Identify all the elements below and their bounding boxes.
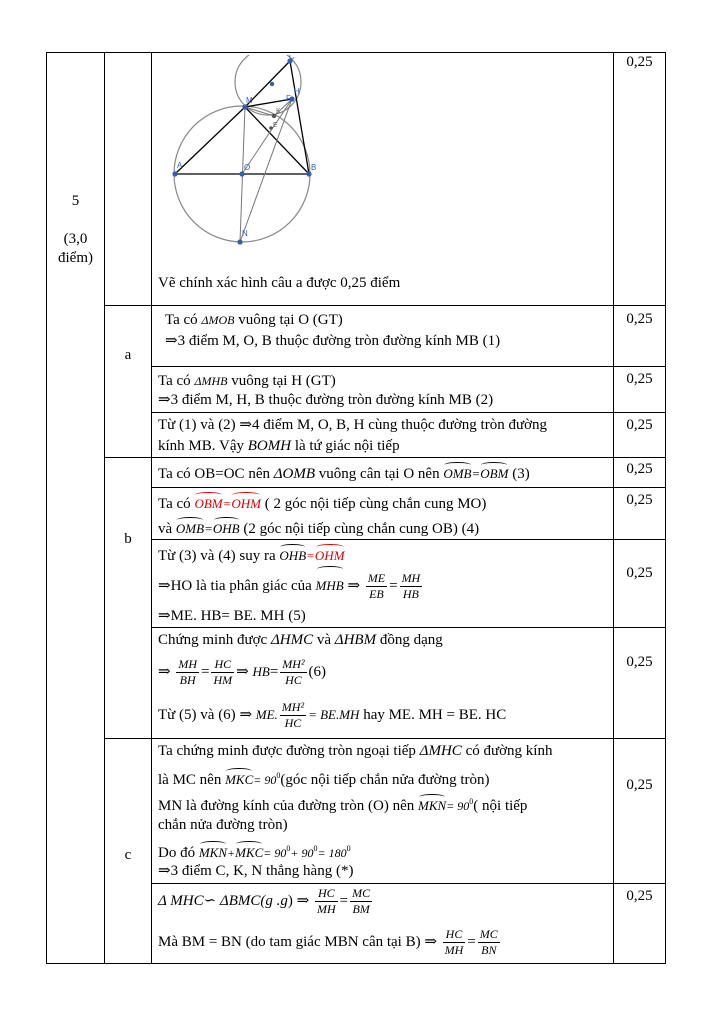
part-b-step3-line1: Từ (3) và (4) suy ra OHB=OHM (158, 544, 345, 565)
table-border-right (665, 52, 666, 964)
part-a-step3-line1: Từ (1) và (2) ⇒4 điểm M, O, B, H cùng thuộc đường tròn đường (158, 417, 548, 433)
part-c-step1-line3: MN là đường kính của đường tròn (O) nên $MKN= 90^0$( nội tiếp (158, 793, 527, 815)
label-o: O (244, 163, 251, 172)
point-o (239, 171, 244, 176)
point-n (237, 239, 242, 244)
table-border-bottom (46, 963, 666, 964)
part-b-step1-score: 0,25 (626, 461, 653, 477)
table-border-col2 (151, 52, 152, 964)
label-m: M (246, 96, 253, 105)
label-e: E (273, 122, 278, 129)
label-c: C (289, 55, 295, 61)
part-a-step2-line2: ⇒3 điểm M, H, B thuộc đường tròn đường kính MB (2) (158, 392, 494, 408)
label-b: B (311, 163, 317, 172)
figure-score: 0,25 (626, 54, 653, 70)
row-line-a3 (104, 457, 666, 458)
part-b-step2-line2: và OMB=OHB (2 góc nội tiếp cùng chắn cung OB) (4) (158, 517, 479, 538)
label-k: K (276, 108, 281, 115)
row-line-a1 (151, 366, 666, 367)
part-a-step1-score: 0,25 (626, 311, 653, 327)
label-f: F (286, 94, 291, 103)
table-border-top (46, 52, 666, 53)
part-a-label: a (124, 347, 132, 363)
part-c-step1-line5: Do đó $MKN+MKC= 90^0+ 90^0= 180^0$ (158, 840, 351, 862)
part-a-step2-line1: Ta có ΔMHB vuông tại H (GT) (158, 373, 336, 389)
part-c-step2-score: 0,25 (626, 888, 653, 904)
question-points: (3,0 (63, 231, 88, 247)
row-line-figure (104, 305, 666, 306)
label-a: A (177, 161, 183, 170)
row-line-b1 (151, 487, 666, 488)
part-c-step2-line1: Δ MHC∽ ΔBMC(g .g) ⇒ $\frac{HC}{MH}$ = $\frac{MC}{BM}$ (158, 886, 371, 917)
part-c-step1-score: 0,25 (626, 777, 653, 793)
figure-caption: Vẽ chính xác hình câu a được 0,25 điểm (158, 275, 401, 291)
point-a (172, 171, 177, 176)
point-f (270, 82, 274, 86)
part-b-step2-line1: Ta có OBM=OHM ( 2 góc nội tiếp cùng chắn cung MO) (158, 492, 486, 513)
question-points-unit: điểm) (58, 250, 93, 266)
row-line-b3 (151, 627, 666, 628)
label-n: N (242, 229, 248, 238)
part-b-label: b (124, 531, 132, 547)
part-a-step1-line2: ⇒3 điểm M, O, B thuộc đường tròn đường kính MB (1) (165, 333, 501, 349)
part-c-step1-line2: là MC nên $MKC= 90^0(góc$ nội tiếp chắn nửa đường tròn) (158, 767, 490, 789)
part-b-step4-score: 0,25 (626, 654, 653, 670)
part-a-step1-line1: Ta có ΔMOB vuông tại O (GT) (165, 312, 343, 328)
part-b-step3-line2: ⇒HO là tia phân giác của MHB ⇒ $\frac{ME}{EB}$ = $\frac{MH}{HB}$ (158, 566, 424, 603)
row-line-b2 (151, 539, 666, 540)
question-number: 5 (71, 193, 80, 209)
geometry-figure (158, 55, 333, 250)
point-m (242, 104, 247, 109)
segment-am (175, 107, 245, 174)
part-a-step3-line2: kính MB. Vậy BOMH là tứ giác nội tiếp (158, 438, 400, 454)
part-b-step4-line3: Từ (5) và (6) ⇒ ME. $\frac{\text{MH²}}{HC}$ = BE.MH hay ME. MH = BE. HC (158, 700, 507, 731)
row-line-b4 (104, 738, 666, 739)
part-b-step4-line2: ⇒ $\frac{MH}{BH}$ = $\frac{HC}{HM}$ ⇒ HB= $\frac{\text{MH²}}{HC}$ (6) (158, 657, 327, 688)
part-c-step2-line2: Mà BM = BN (do tam giác MBN cân tại B) ⇒ $\frac{HC}{MH}$ = $\frac{MC}{BN}$ (158, 927, 498, 958)
part-b-step3-line3: ⇒ME. HB= BE. MH (5) (158, 608, 306, 624)
part-a-step2-score: 0,25 (626, 371, 653, 387)
part-b-step2-score: 0,25 (626, 492, 653, 508)
table-border-left (46, 52, 47, 964)
label-h: H (294, 87, 300, 96)
part-c-step1-line1: Ta chứng minh được đường tròn ngoại tiếp ΔMHC có đường kính (158, 743, 553, 759)
part-c-label: c (124, 847, 132, 863)
point-b (306, 171, 311, 176)
part-c-step1-line4: chắn nửa đường tròn) (158, 817, 288, 833)
part-c-step1-line6: ⇒3 điểm C, K, N thẳng hàng (*) (158, 863, 354, 879)
part-b-step3-score: 0,25 (626, 565, 653, 581)
part-b-step4-line1: Chứng minh được ΔHMC và ΔHBM đồng dạng (158, 632, 443, 648)
part-a-step3-score: 0,25 (626, 417, 653, 433)
table-border-col1 (104, 52, 105, 964)
part-b-step1: Ta có OB=OC nên ΔOMB vuông cân tại O nên OMB=OBM (3) (158, 462, 530, 483)
row-line-a2 (151, 412, 666, 413)
